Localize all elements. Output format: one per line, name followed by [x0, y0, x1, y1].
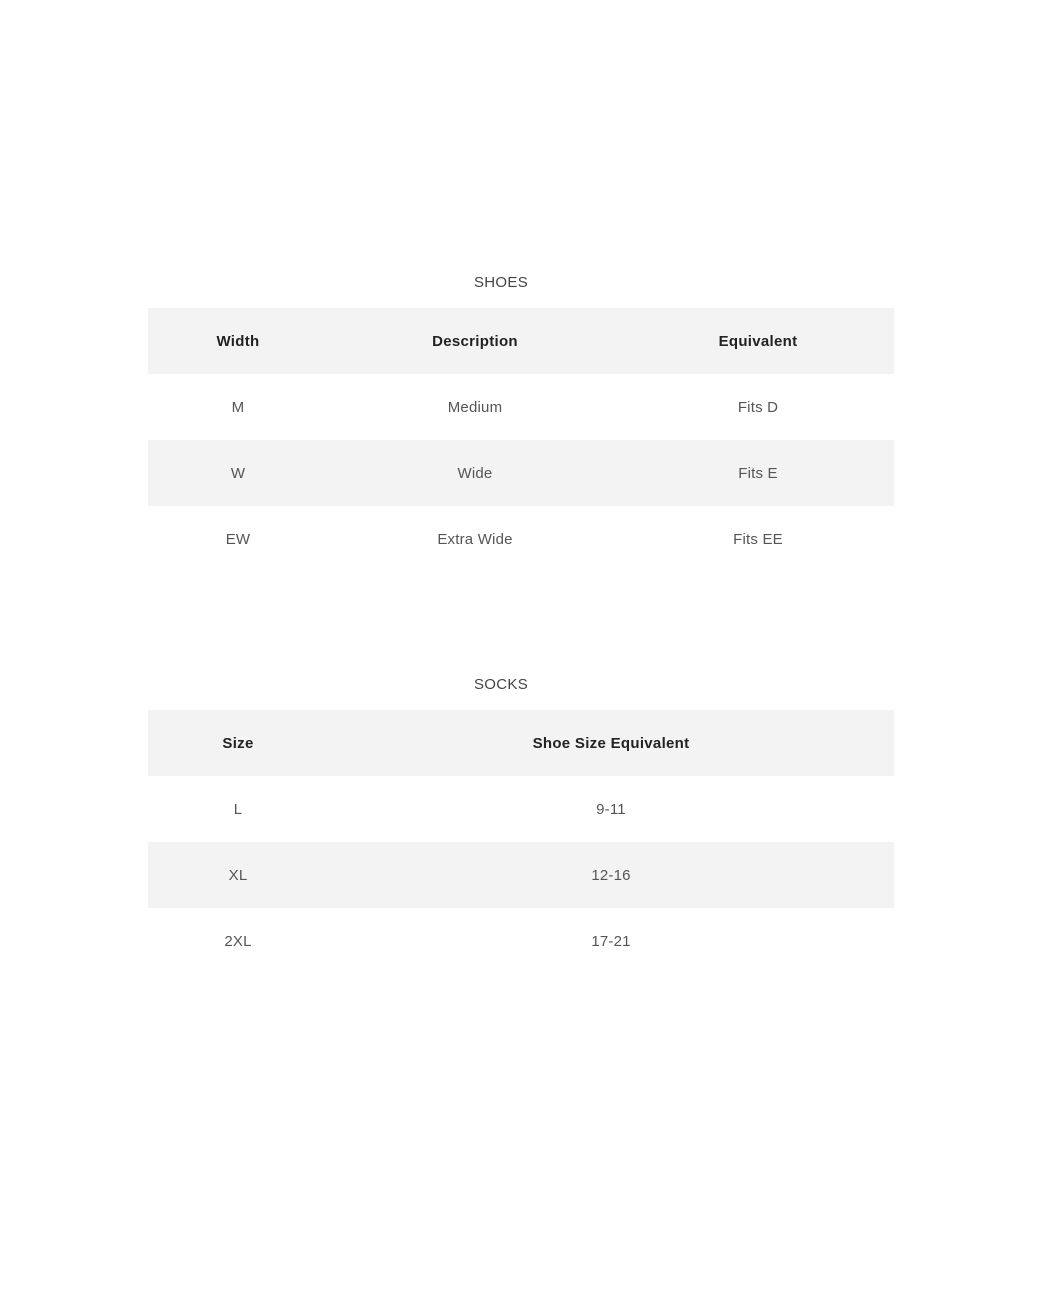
socks-size-table [148, 710, 894, 974]
socks-cell-size: L [233, 800, 243, 818]
socks-section-title: SOCKS [473, 676, 528, 693]
shoes-cell-width: W [230, 464, 246, 482]
shoes-cell-width: EW [225, 530, 251, 548]
shoes-cell-equivalent: Fits EE [733, 530, 783, 548]
table-row [148, 842, 894, 908]
shoes-cell-description: Extra Wide [437, 530, 513, 548]
shoes-header-width: Width [216, 332, 260, 350]
shoes-header-row [148, 308, 894, 374]
shoes-cell-description: Medium [447, 398, 503, 416]
socks-header-size: Size [222, 734, 254, 752]
shoes-size-table [148, 308, 894, 572]
socks-cell-shoe-size: 9-11 [596, 800, 626, 818]
socks-header-row [148, 710, 894, 776]
table-row [148, 374, 894, 440]
shoes-cell-equivalent: Fits D [737, 398, 779, 416]
table-row [148, 506, 894, 572]
socks-cell-shoe-size: 12-16 [591, 866, 631, 884]
table-row [148, 776, 894, 842]
socks-header-shoe-size-equivalent: Shoe Size Equivalent [532, 734, 690, 752]
socks-cell-size: 2XL [224, 932, 252, 950]
table-row [148, 440, 894, 506]
socks-cell-size: XL [228, 866, 248, 884]
shoes-cell-width: M [231, 398, 245, 416]
socks-cell-shoe-size: 17-21 [591, 932, 631, 950]
shoes-cell-description: Wide [457, 464, 493, 482]
shoes-header-description: Description [432, 332, 518, 350]
shoes-section-title: SHOES [473, 274, 528, 291]
shoes-cell-equivalent: Fits E [738, 464, 778, 482]
table-row [148, 908, 894, 974]
shoes-header-equivalent: Equivalent [718, 332, 798, 350]
